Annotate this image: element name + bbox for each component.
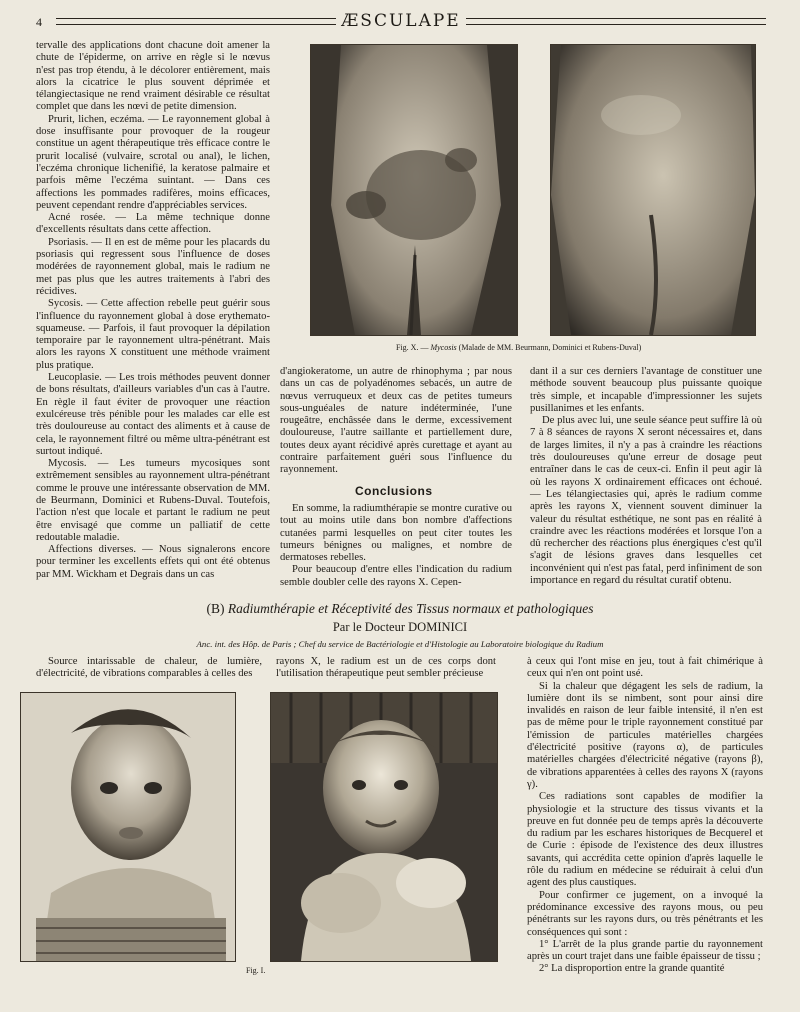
paragraph: d'angiokeratome, un autre de rhinophyma ; par nous dans un cas de polyadénomes sebacés, un autre de nœvus verruqueux et deux cas de petites tumeurs sous-unguéales de nature indéterminée, l'une rougeâtre, enchâssée dans le derme, excessivement douloureuse, l'autre saillante et partiellement dure, toutes deux ayant récidivé après curettage et ayant au contraire parfaitement guéri sous l'influence du rayonnement. (280, 366, 512, 476)
header-rule-left (56, 18, 336, 25)
column-right-top (530, 366, 762, 587)
bottom-left-text (36, 656, 262, 681)
paragraph: dant il a sur ces derniers l'avantage de constituer une méthode souvent beaucoup plus puissante quoique très simple, et incapable d'impressionner les sujets pusillanimes et les enfants. (530, 366, 762, 414)
section-b-title (0, 601, 800, 617)
header-rule-right (466, 18, 766, 25)
conclusions-heading: Conclusions (355, 484, 433, 498)
paragraph-leucoplasie: Leucoplasie. — Les trois méthodes peuvent donner de bons résultats, d'ailleurs variables d'un cas à l'autre. En règle il faut éviter de provoquer une réaction exulcéreuse très pénible pour les malades car elle est très douloureuse au contact des aliments et à cause de cela, le rayonnement filtré ou même ultra-pénétrant est surtout indiqué. (36, 372, 270, 457)
paragraph-psoriasis: Psoriasis. — Il en est de même pour les placards du psoriasis qui regressent sous l'influence de doses modérées de rayonnement global, mais le radium ne met pas plus que les autres traitements à l'abri des récidives. (36, 236, 270, 297)
bottom-middle-text (276, 656, 496, 681)
column-right-bottom (527, 656, 763, 976)
paragraph: Source intarissable de chaleur, de lumière, d'électricité, de vibrations comparables à celles des (36, 656, 262, 680)
mycosis-photo-left (310, 44, 518, 336)
page-number: 4 (36, 15, 42, 29)
paragraph: 2° La disproportion entre la grande quantité (539, 963, 725, 975)
paragraph: De plus avec lui, une seule séance peut suffire là où 7 à 8 séances de rayons X seront nécessaires et, dans de larges limites, il n'y a pas à craindre les réactions très douloureuses qu'une erreur de dosage peut entraîner dans le cas de ceux-ci. Enfin il peut agir là où les rayons X ordinairement efficaces ont échoué. — Les télangiectasies qui, après le radium comme après les rayons X, viennent souvent diminuer la valeur du résultat esthétique, ne sont pas en réalité à craindre avec les réactions modérées et lorsque l'on a dû rechercher des réactions plus énergiques c'est qu'il s'agit de lésions graves dans lesquelles cet inconvénient qui n'est pas fatal, perd infiniment de son importance en regard du résultat curatif obtenu. (530, 415, 762, 587)
paragraph: à ceux qui l'ont mise en jeu, tout à fait chimérique à ceux qui n'en ont point usé. (527, 656, 763, 680)
paragraph: Pour confirmer ce jugement, on a invoqué la prédominance excessive des rayons mous, ou peu pénétrants sur les rayons durs, ou très pénétrants et les conséquences qui sont : (527, 889, 763, 938)
mycosis-photo-right (550, 44, 756, 336)
paragraph: 1° L'arrêt de la plus grande partie du rayonnement après un court trajet dans une faible épaisseur de tissu ; (527, 938, 763, 963)
fig-x-label: Fig. X. — (396, 343, 429, 352)
fig-i-caption: Fig. I. (246, 966, 266, 975)
section-title: Radiumthérapie et Réceptivité des Tissus normaux et pathologiques (227, 601, 594, 616)
paragraph: En somme, la radiumthérapie se montre curative ou tout au moins utile dans bon nombre d'affections cutanées parmi lesquelles on peut citer toutes les tumeurs bénignes ou malignes, et nombre de dermatoses rebelles. (280, 503, 512, 564)
paragraph-acne: Acné rosée. — La même technique donne d'excellents résultats dans cette affection. (36, 212, 270, 236)
baby-photo-right (270, 692, 498, 962)
section-affiliation: Anc. int. des Hôp. de Paris ; Chef du service de Bactériologie et d'Histologie au Laboratoire biologique du Radium (196, 639, 604, 649)
paragraph: Pour beaucoup d'entre elles l'indication du radium semble doubler celle des rayons X. Cepen- (280, 564, 512, 588)
baby-photo-left (20, 692, 236, 962)
journal-title: ÆSCULAPE (341, 11, 461, 31)
paragraph: tervalle des applications dont chacune doit amener la chute de l'épiderme, on arrive en règle si le nœvus n'est pas trop étendu, à le décolorer entièrement, mais alors la cicatrice le plus souvent déprimée et télangiectasique ne rend vraiment désirable ce résultat complet que dans les nœvi de petite dimension. (36, 40, 270, 113)
column-middle-top (280, 366, 512, 477)
column-middle-bottom (280, 503, 512, 589)
paragraph: rayons X, le radium est un de ces corps dont l'utilisation thérapeutique peut sembler précieuse (276, 656, 496, 680)
paragraph-mycosis: Mycosis. — Les tumeurs mycosiques sont extrêmement sensibles au rayonnement ultra-pénétrant comme le prouve une intéressante observation de MM. de Beurmann, Dominici et Rubens-Duval. Toutefois, l'action n'est que locale et partant le radium ne peut être envisagé que comme un palliatif de cette redoutable maladie. (36, 458, 270, 543)
column-left-top (36, 40, 270, 581)
paragraph-prurit: Prurit, lichen, eczéma. — Le rayonnement global à dose insuffisante pour provoquer de la rougeur constitue un agent thérapeutique très efficace contre le prurit localisé (vulvaire, scrotal ou anal), le lichen, l'eczéma chronique lichenifié, la keratose palmaire et parfois même l'eczéma suintant. — Dans ces affections les pommades radifères, moins efficaces, peuvent cependant rendre d'appréciables services. (36, 113, 270, 211)
paragraph: Si la chaleur que dégagent les sels de radium, la lumière dont ils se nimbent, sont pour ainsi dire invalidés en raison de leur faible intensité, il n'en est pas de même pour le triple rayonnement constitué par l'émission de particules matérielles chargées d'électricité positive (rayons α), de particules matérielles chargées d'électricité négative (rayons β), de vibrations apparentées à celles des rayons X (rayons γ). (527, 680, 763, 790)
section-label: (B) (206, 601, 225, 616)
fig-x-italic: Mycosis (430, 343, 457, 352)
fig-x-caption (396, 343, 641, 352)
paragraph-affections: Affections diverses. — Nous signalerons encore pour terminer les excellents effets qui ont été obtenus par MM. Wickham et Degrais dans un cas (36, 544, 270, 580)
paragraph: Ces radiations sont capables de modifier la physiologie et la structure des tissus vivants et la preuve en fut donnée peu de temps après la découverte du radium par les eschares historiques de Becquerel et de Curie : épisode de l'existence des deux illustres savants, qui accrédita cette opinion d'après laquelle le rôle du radium en médecine se réduirait à celui d'un agent des plus caustiques. (527, 791, 763, 889)
fig-x-rest: (Malade de MM. Beurmann, Dominici et Rubens-Duval) (458, 343, 642, 352)
section-author: Par le Docteur DOMINICI (332, 620, 468, 634)
paragraph-sycosis: Sycosis. — Cette affection rebelle peut guérir sous l'influence du rayonnement global à dose erythemato-squameuse. — Parfois, il faut provoquer la dépilation temporaire par le rayonnement ultra-pénétrant. Mais alors les rayons X constituent une méthode vraiment plus pratique. (36, 298, 270, 371)
